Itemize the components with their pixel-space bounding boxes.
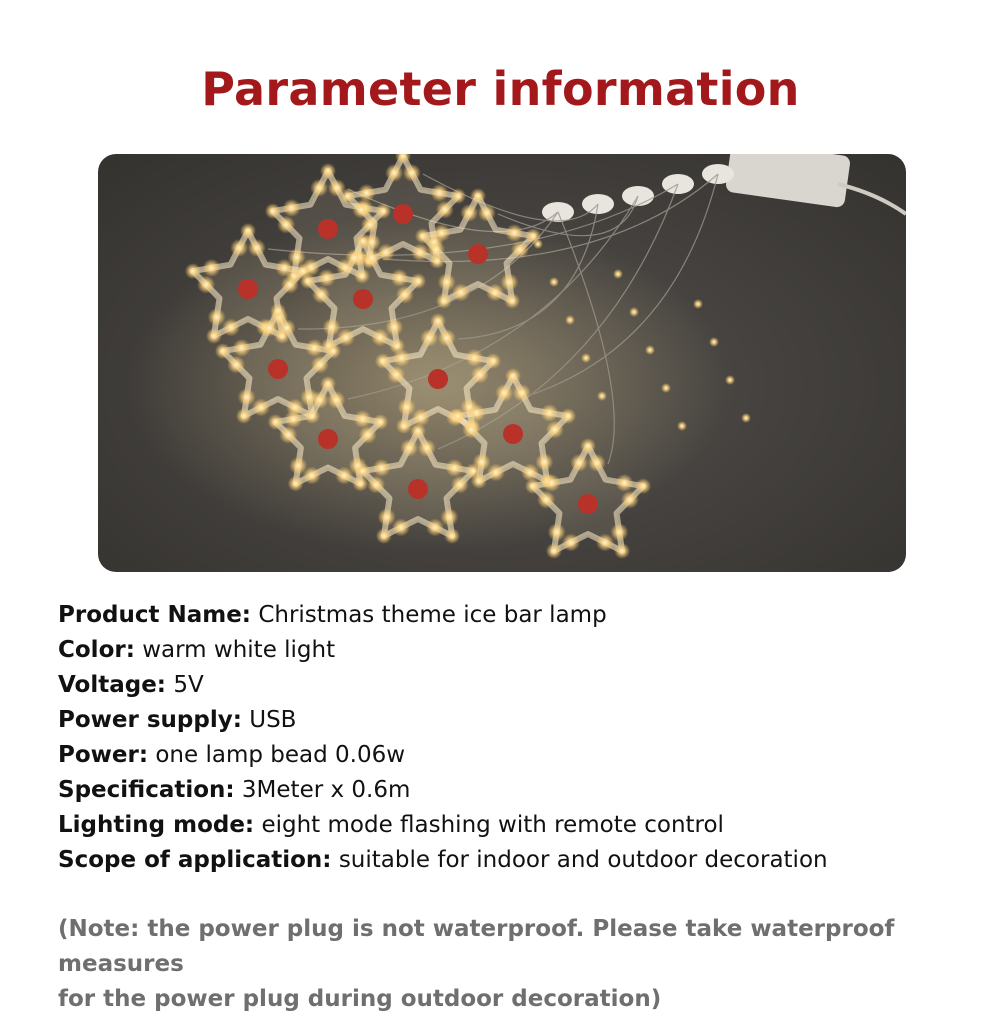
- lamp-bead: [385, 164, 403, 182]
- lamp-bead: [471, 473, 487, 489]
- lamp-bead: [396, 286, 414, 304]
- lamp-bead: [288, 476, 304, 492]
- ornament-figure: [318, 429, 338, 449]
- ornament-figure: [238, 279, 258, 299]
- lamp-bead: [540, 404, 558, 422]
- lamp-bead: [230, 239, 248, 257]
- lamp-bead: [260, 319, 278, 337]
- lamp-bead: [311, 356, 329, 374]
- lamp-bead: [354, 268, 370, 284]
- lamp-bead: [445, 459, 463, 477]
- lamp-bead: [468, 404, 486, 422]
- lamp-bead: [615, 474, 633, 492]
- ornament-figure: [428, 369, 448, 389]
- wire-bead: [629, 307, 639, 317]
- lamp-bead: [238, 388, 256, 406]
- ornament-figure: [578, 494, 598, 514]
- lamp-bead: [367, 476, 385, 494]
- lamp-bead: [485, 353, 501, 369]
- spec-row-specification: Specification: 3Meter x 0.6m: [58, 777, 411, 803]
- lamp-bead: [270, 303, 286, 319]
- lamp-bead: [420, 329, 438, 347]
- ornament-figure: [503, 424, 523, 444]
- waterproof-note: [58, 912, 958, 1017]
- lamp-bead: [320, 163, 336, 179]
- lamp-bead: [460, 204, 478, 222]
- lamp-bead: [197, 276, 215, 294]
- lamp-bead: [375, 203, 391, 219]
- note-line-2: for the power plug during outdoor decoration): [58, 986, 662, 1012]
- lamp-bead: [415, 228, 431, 244]
- lamp-bead: [233, 339, 251, 357]
- ornament-figure: [408, 479, 428, 499]
- lamp-bead: [486, 283, 504, 301]
- lamp-bead: [275, 259, 293, 277]
- lamp-bead: [546, 421, 564, 439]
- lamp-bead: [504, 293, 520, 309]
- spec-row-scope: Scope of application: suitable for indoor and outdoor decoration: [58, 847, 828, 873]
- lamp-bead: [327, 391, 345, 409]
- lamp-bead: [511, 241, 529, 259]
- lamp-bead: [265, 203, 281, 219]
- lamp-bead: [430, 313, 446, 329]
- lamp-bead: [495, 384, 513, 402]
- spec-row-power-supply: Power supply: USB: [58, 707, 297, 733]
- lamp-bead: [436, 293, 452, 309]
- lamp-bead: [372, 414, 388, 430]
- spec-row-lighting-mode: Lighting mode: eight mode flashing with remote control: [58, 812, 724, 838]
- lamp-bead: [361, 216, 379, 234]
- lamp-bead: [240, 223, 256, 239]
- lamp-bead: [438, 273, 456, 291]
- spec-list: [58, 598, 958, 878]
- lamp-bead: [473, 453, 491, 471]
- lamp-bead: [570, 454, 588, 472]
- spec-row-color: Color: warm white light: [58, 637, 336, 663]
- product-photo: [98, 154, 906, 572]
- wire-bead: [565, 315, 575, 325]
- lamp-bead: [289, 457, 307, 475]
- lamp-bead: [355, 463, 371, 479]
- wire-bead: [677, 421, 687, 431]
- lamp-bead: [505, 368, 521, 384]
- lamp-bead: [400, 439, 418, 457]
- lamp-bead: [478, 204, 496, 222]
- lamp-bead: [546, 543, 562, 559]
- lamp-bead: [438, 329, 456, 347]
- lamp-bead: [403, 164, 421, 182]
- lamp-bead: [363, 249, 381, 267]
- lamp-bead: [373, 459, 391, 477]
- lamp-bead: [340, 188, 356, 204]
- spec-row-product-name: Product Name: Christmas theme ice bar lamp: [58, 602, 607, 628]
- lamp-bead: [376, 528, 392, 544]
- wire-bead: [549, 277, 559, 287]
- lamp-bead: [430, 184, 448, 202]
- lamp-bead: [387, 366, 405, 384]
- lamp-bead: [635, 478, 651, 494]
- lamp-bead: [185, 263, 201, 279]
- lamp-bead: [310, 179, 328, 197]
- lamp-bead: [451, 476, 469, 494]
- lamp-bead: [354, 410, 372, 428]
- lamp-bead: [206, 328, 222, 344]
- lamp-bead: [548, 523, 566, 541]
- lamp-bead: [312, 286, 330, 304]
- lamp-bead: [513, 384, 531, 402]
- lamp-bead: [311, 391, 329, 409]
- ornament-figure: [268, 359, 288, 379]
- lamp-bead: [277, 216, 295, 234]
- lamp-bead: [436, 201, 454, 219]
- lamp-bead: [398, 398, 416, 416]
- lamp-bead: [248, 239, 266, 257]
- ornament-figure: [468, 244, 488, 264]
- lamp-bead: [525, 478, 541, 494]
- lamp-bead: [470, 188, 486, 204]
- lamp-bead: [335, 467, 353, 485]
- lamp-bead: [450, 408, 466, 424]
- lamp-bead: [208, 308, 226, 326]
- ornament-figure: [393, 204, 413, 224]
- lamp-bead: [411, 243, 429, 261]
- lamp-bead: [410, 423, 426, 439]
- lamp-bead: [418, 439, 436, 457]
- wire-bead: [709, 337, 719, 347]
- wire-bead: [741, 413, 751, 423]
- lamp-bead: [426, 518, 444, 536]
- lamp-bead: [505, 224, 523, 242]
- lamp-bead: [471, 366, 489, 384]
- lamp-bead: [323, 318, 341, 336]
- lamp-bead: [300, 273, 316, 289]
- wire-bead: [725, 375, 735, 385]
- lamp-bead: [427, 241, 445, 259]
- lamp-bead: [537, 491, 555, 509]
- wire-bead: [693, 299, 703, 309]
- lamp-bead: [580, 438, 596, 454]
- lamp-bead: [283, 199, 301, 217]
- page-title: Parameter information: [201, 62, 800, 116]
- lamp-bead: [215, 343, 231, 359]
- lamp-bead: [320, 376, 336, 392]
- lamp-bead: [279, 426, 297, 444]
- lamp-bead: [393, 349, 411, 367]
- lamp-bead: [318, 269, 336, 287]
- lamp-bead: [284, 410, 302, 428]
- ornament-figure: [353, 289, 373, 309]
- note-line-1: (Note: the power plug is not waterproof. Please take waterproof measures: [58, 916, 895, 977]
- wire-bead: [645, 345, 655, 355]
- lamp-bead: [281, 276, 299, 294]
- lamp-bead: [588, 454, 606, 472]
- lamp-bead: [621, 491, 639, 509]
- spec-row-voltage: Voltage: 5V: [58, 672, 204, 698]
- lamp-bead: [203, 259, 221, 277]
- lamp-bead: [345, 249, 363, 267]
- lamp-bead: [304, 408, 320, 424]
- lamp-bead: [543, 474, 561, 492]
- lamp-bead: [560, 408, 576, 424]
- lamp-bead: [396, 418, 412, 434]
- lamp-bead: [278, 319, 296, 337]
- lamp-bead: [305, 339, 323, 357]
- wire-bead: [533, 239, 543, 249]
- lamp-bead: [450, 188, 466, 204]
- lamp-bead: [325, 343, 341, 359]
- ornament-figure: [318, 219, 338, 239]
- lamp-bead: [596, 533, 614, 551]
- lamp-bead: [433, 224, 451, 242]
- lamp-bead: [359, 426, 377, 444]
- lamp-bead: [378, 508, 396, 526]
- lamp-bead: [371, 328, 389, 346]
- lamp-bead: [355, 233, 371, 249]
- lamp-bead: [358, 184, 376, 202]
- wire-bead: [613, 269, 623, 279]
- lamp-bead: [462, 421, 480, 439]
- lamp-bead: [236, 408, 252, 424]
- spec-row-power: Power: one lamp bead 0.06w: [58, 742, 406, 768]
- lamp-bead: [375, 353, 391, 369]
- lamp-bead: [614, 543, 630, 559]
- lamp-bead: [352, 201, 370, 219]
- lamp-bead: [390, 269, 408, 287]
- lamp-bead: [465, 349, 483, 367]
- lamp-bead: [444, 528, 460, 544]
- lamp-bead: [410, 273, 426, 289]
- wire-bead: [597, 391, 607, 401]
- lamp-bead: [227, 356, 245, 374]
- lamp-bead: [268, 414, 284, 430]
- wire-bead: [581, 353, 591, 363]
- wire-bead: [661, 383, 671, 393]
